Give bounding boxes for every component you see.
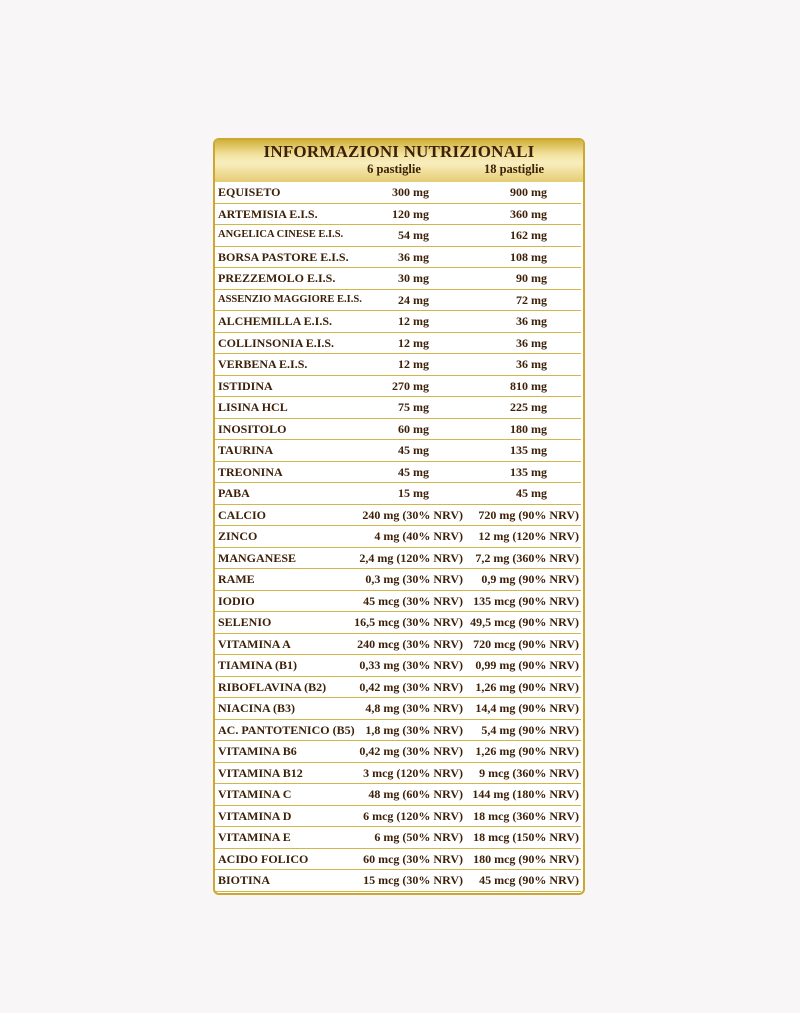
- nutrient-name: ARTEMISIA E.I.S.: [218, 206, 318, 221]
- table-row: [215, 741, 581, 763]
- nutrient-name: AC. PANTOTENICO (B5): [218, 722, 355, 737]
- nutrient-table: [215, 182, 583, 892]
- amount-18-tablets: 18 mcg (360% NRV): [473, 808, 579, 823]
- amount-6-tablets: 60 mcg (30% NRV): [363, 851, 463, 866]
- amount-6-tablets: 24 mg: [398, 292, 429, 307]
- amount-18-tablets: 45 mg: [516, 486, 547, 500]
- table-row: [215, 419, 581, 441]
- table-row: [215, 569, 581, 591]
- amount-18-tablets: 144 mg (180% NRV): [472, 787, 579, 801]
- amount-6-tablets: 15 mcg (30% NRV): [363, 873, 463, 887]
- nutrient-name: ASSENZIO MAGGIORE E.I.S.: [218, 293, 362, 305]
- amount-6-tablets: 60 mg: [398, 421, 429, 436]
- table-row: [215, 483, 581, 505]
- nutrient-name: MANGANESE: [218, 550, 297, 565]
- amount-18-tablets: 36 mg: [516, 335, 547, 350]
- amount-18-tablets: 12 mg (120% NRV): [478, 529, 579, 543]
- amount-18-tablets: 720 mg (90% NRV): [478, 507, 579, 522]
- table-row: [215, 634, 581, 656]
- nutrition-label: [213, 138, 585, 895]
- nutrient-name: BORSA PASTORE E.I.S.: [218, 249, 349, 264]
- nutrient-name: RAME: [218, 572, 255, 586]
- table-row: [215, 376, 581, 398]
- amount-6-tablets: 3 mcg (120% NRV): [363, 765, 463, 780]
- nutrient-name: TAURINA: [218, 443, 274, 457]
- amount-6-tablets: 6 mg (50% NRV): [374, 830, 463, 844]
- amount-6-tablets: 12 mg: [398, 314, 429, 328]
- amount-18-tablets: 225 mg: [510, 400, 547, 414]
- amount-6-tablets: 12 mg: [398, 335, 429, 350]
- amount-18-tablets: 720 mcg (90% NRV): [473, 636, 579, 651]
- amount-18-tablets: 36 mg: [516, 357, 547, 371]
- table-row: [215, 763, 581, 785]
- table-row: [215, 247, 581, 269]
- amount-6-tablets: 16,5 mcg (30% NRV): [354, 615, 463, 629]
- amount-18-tablets: 162 mg: [510, 228, 547, 242]
- amount-18-tablets: 9 mcg (360% NRV): [479, 765, 579, 780]
- table-row: [215, 505, 581, 527]
- amount-6-tablets: 36 mg: [398, 249, 429, 264]
- amount-6-tablets: 300 mg: [392, 185, 429, 199]
- table-row: [215, 677, 581, 699]
- amount-6-tablets: 30 mg: [398, 271, 429, 285]
- amount-6-tablets: 0,3 mg (30% NRV): [365, 572, 463, 586]
- table-row: [215, 591, 581, 613]
- table-row: [215, 333, 581, 355]
- nutrient-name: IODIO: [218, 593, 255, 608]
- table-row: [215, 526, 581, 548]
- nutrient-name: INOSITOLO: [218, 421, 287, 436]
- table-row: [215, 290, 581, 312]
- table-row: [215, 698, 581, 720]
- nutrient-name: PABA: [218, 486, 250, 500]
- amount-6-tablets: 4 mg (40% NRV): [374, 529, 463, 543]
- nutrient-name: VERBENA E.I.S.: [218, 357, 308, 371]
- nutrient-name: VITAMINA C: [218, 787, 292, 801]
- amount-6-tablets: 15 mg: [398, 486, 429, 500]
- amount-6-tablets: 270 mg: [392, 378, 429, 393]
- column-header-18-tablets: 18 pastiglie: [483, 162, 545, 176]
- amount-18-tablets: 90 mg: [516, 271, 547, 285]
- amount-18-tablets: 0,9 mg (90% NRV): [481, 572, 579, 586]
- amount-6-tablets: 45 mg: [398, 464, 429, 479]
- amount-18-tablets: 180 mg: [510, 421, 547, 436]
- nutrient-name: NIACINA (B3): [218, 701, 296, 715]
- amount-18-tablets: 900 mg: [510, 185, 547, 199]
- amount-6-tablets: 240 mg (30% NRV): [362, 507, 463, 522]
- amount-6-tablets: 0,33 mg (30% NRV): [359, 658, 463, 672]
- amount-18-tablets: 36 mg: [516, 314, 547, 328]
- amount-18-tablets: 135 mcg (90% NRV): [473, 593, 579, 608]
- nutrient-name: TREONINA: [218, 464, 283, 479]
- table-row: [215, 397, 581, 419]
- table-row: [215, 311, 581, 333]
- nutrient-name: LISINA HCL: [218, 400, 288, 414]
- amount-18-tablets: 5,4 mg (90% NRV): [481, 722, 579, 737]
- table-row: [215, 548, 581, 570]
- amount-6-tablets: 120 mg: [392, 206, 429, 221]
- nutrient-name: PREZZEMOLO E.I.S.: [218, 271, 336, 285]
- nutrient-name: RIBOFLAVINA (B2): [218, 679, 327, 694]
- amount-6-tablets: 6 mcg (120% NRV): [363, 808, 463, 823]
- label-title: INFORMAZIONI NUTRIZIONALI: [263, 142, 535, 161]
- table-row: [215, 849, 581, 871]
- nutrient-name: VITAMINA B12: [218, 765, 303, 780]
- amount-18-tablets: 18 mcg (150% NRV): [473, 830, 579, 844]
- table-row: [215, 268, 581, 290]
- nutrient-name: ZINCO: [218, 529, 258, 543]
- nutrient-name: VITAMINA A: [218, 636, 291, 651]
- table-row: [215, 870, 581, 892]
- amount-6-tablets: 0,42 mg (30% NRV): [359, 679, 463, 694]
- amount-6-tablets: 0,42 mg (30% NRV): [359, 744, 463, 758]
- table-row: [215, 806, 581, 828]
- amount-18-tablets: 108 mg: [510, 249, 547, 264]
- table-row: [215, 720, 581, 742]
- amount-18-tablets: 810 mg: [510, 378, 547, 393]
- amount-6-tablets: 45 mcg (30% NRV): [363, 593, 463, 608]
- nutrient-name: CALCIO: [218, 507, 267, 522]
- table-row: [215, 655, 581, 677]
- amount-18-tablets: 135 mg: [510, 443, 547, 457]
- amount-6-tablets: 54 mg: [398, 228, 429, 242]
- amount-18-tablets: 135 mg: [510, 464, 547, 479]
- label-header: [215, 140, 583, 182]
- amount-6-tablets: 12 mg: [398, 357, 429, 371]
- table-row: [215, 784, 581, 806]
- amount-18-tablets: 1,26 mg (90% NRV): [475, 679, 579, 694]
- nutrient-name: ACIDO FOLICO: [218, 851, 309, 866]
- nutrient-name: VITAMINA D: [218, 808, 292, 823]
- nutrient-name: BIOTINA: [218, 873, 271, 887]
- table-row: [215, 204, 581, 226]
- nutrient-name: COLLINSONIA E.I.S.: [218, 335, 335, 350]
- nutrient-name: ISTIDINA: [218, 378, 273, 393]
- amount-6-tablets: 75 mg: [398, 400, 429, 414]
- table-row: [215, 354, 581, 376]
- amount-6-tablets: 240 mcg (30% NRV): [357, 636, 463, 651]
- amount-6-tablets: 4,8 mg (30% NRV): [365, 701, 463, 715]
- amount-18-tablets: 72 mg: [516, 292, 547, 307]
- amount-18-tablets: 45 mcg (90% NRV): [479, 873, 579, 887]
- amount-18-tablets: 14,4 mg (90% NRV): [475, 701, 579, 715]
- amount-18-tablets: 0,99 mg (90% NRV): [475, 658, 579, 672]
- amount-18-tablets: 49,5 mcg (90% NRV): [470, 615, 579, 629]
- table-row: [215, 612, 581, 634]
- amount-6-tablets: 45 mg: [398, 443, 429, 457]
- column-header-6-tablets: 6 pastiglie: [367, 162, 421, 176]
- table-row: [215, 462, 581, 484]
- table-row: [215, 225, 581, 247]
- amount-6-tablets: 2,4 mg (120% NRV): [359, 550, 463, 565]
- amount-6-tablets: 48 mg (60% NRV): [368, 787, 463, 801]
- amount-18-tablets: 7,2 mg (360% NRV): [475, 550, 579, 565]
- nutrient-name: SELENIO: [218, 615, 272, 629]
- nutrient-name: VITAMINA B6: [218, 744, 297, 758]
- nutrient-name: ALCHEMILLA E.I.S.: [218, 314, 333, 328]
- amount-6-tablets: 1,8 mg (30% NRV): [365, 722, 463, 737]
- nutrient-name: VITAMINA E: [218, 830, 291, 844]
- nutrient-name: ANGELICA CINESE E.I.S.: [218, 229, 344, 240]
- amount-18-tablets: 1,26 mg (90% NRV): [475, 744, 579, 758]
- table-row: [215, 440, 581, 462]
- table-row: [215, 182, 581, 204]
- table-row: [215, 827, 581, 849]
- nutrient-name: TIAMINA (B1): [218, 658, 298, 672]
- amount-18-tablets: 180 mcg (90% NRV): [473, 851, 579, 866]
- nutrient-name: EQUISETO: [218, 185, 281, 199]
- amount-18-tablets: 360 mg: [510, 206, 547, 221]
